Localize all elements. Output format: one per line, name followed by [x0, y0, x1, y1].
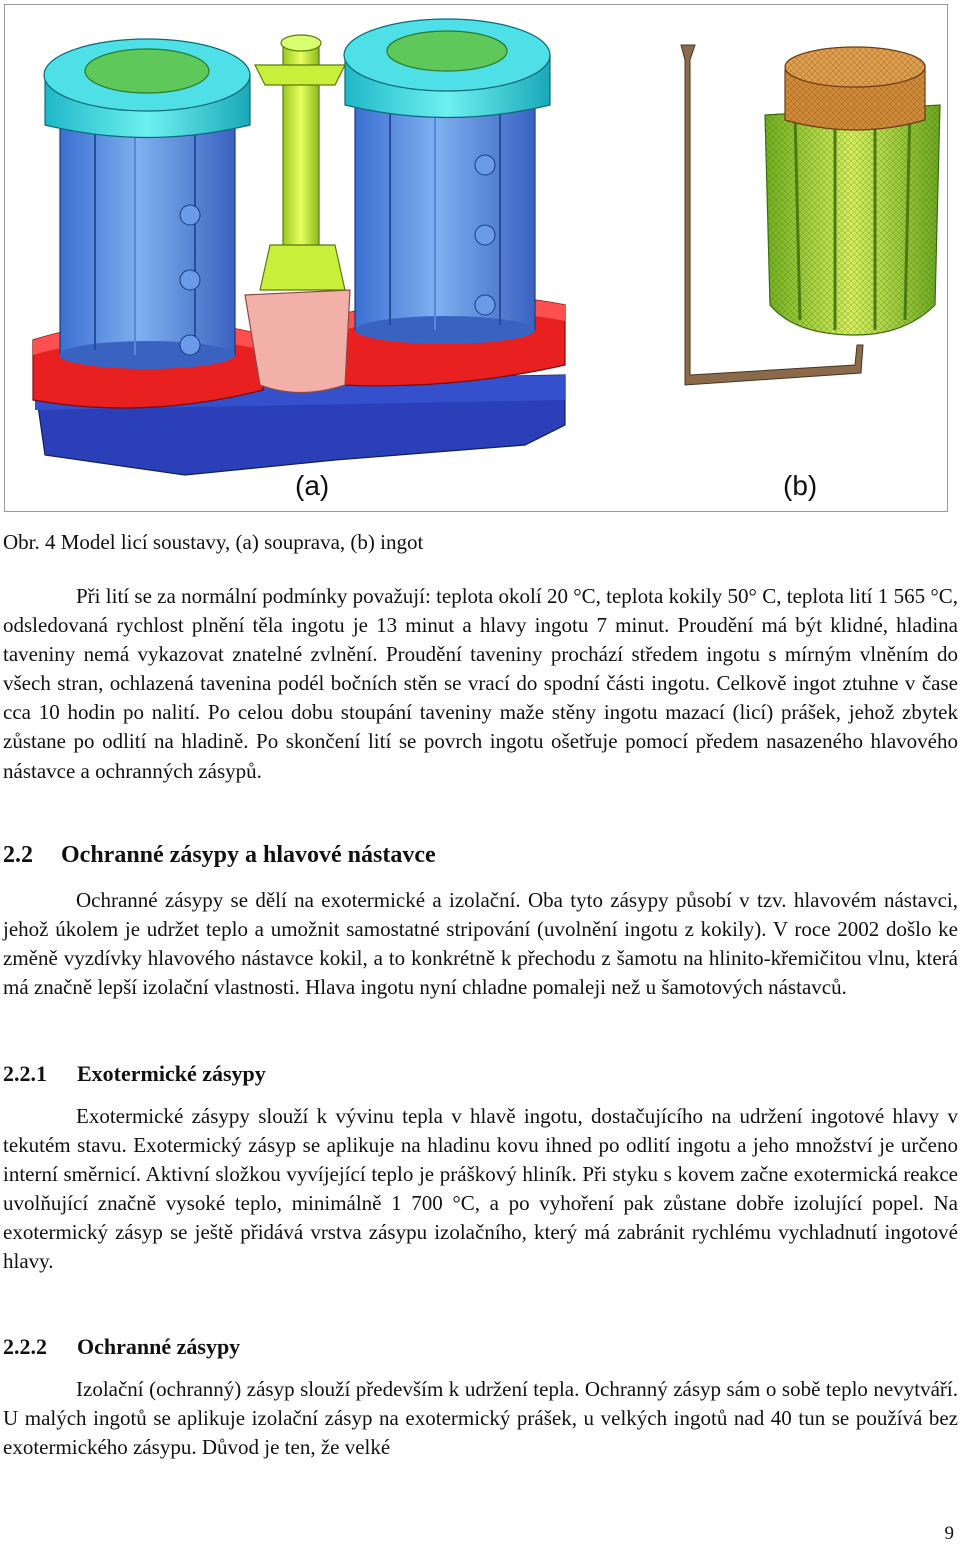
paragraph-casting-conditions: Při lití se za normální podmínky považují: teplota okolí 20 °C, teplota kokily 50° C, teplota lití 1 565 °C, odsledovaná rychlost plnění těla ingotu je 13 minut a hlavy ingotu 7 minut. Proudění má být klidné, hladina taveniny nemá vykazovat znatelné zvlnění. Proudění taveniny prochází středem ingotu s mírným vlněním do všech stran, ochlazená tavenina podél bočních stěn se vrací do spodní části ingotu. Celkově ingot ztuhne v čase cca 10 hodin po nalití. Po celou dobu stoupání taveniny maže stěny ingotu mazací (licí) prášek, jehož zbytek zůstane po odlití na hladině. Po skončení lití se povrch ingotu ošetřuje pomocí předem nasazeného hlavového nástavce a ochranných zásypů. — [3, 584, 958, 783]
section-title: Exotermické zásypy — [77, 1061, 266, 1086]
page-number: 9 — [944, 1523, 954, 1544]
figure-caption: Obr. 4 Model licí soustavy, (a) souprava, (b) ingot — [3, 530, 424, 554]
section-number: 2.2.1 — [3, 1061, 47, 1086]
mold-left — [44, 39, 250, 369]
section-title: Ochranné zásypy — [77, 1334, 241, 1359]
center-runner — [245, 35, 350, 393]
casting-model-illustration — [5, 5, 948, 512]
paragraph-insulating-covers: Izolační (ochranný) zásyp slouží především k udržení tepla. Ochranný zásyp sám o sobě teplo nevytváří. U malých ingotů se aplikuje izolační zásyp na exotermický prášek, u velkých ingotů nad 40 tun se používá bez exotermického zásypu. Důvod je ten, že velké — [3, 1377, 958, 1460]
mold-right — [344, 19, 550, 344]
section-heading-2-2-1 — [3, 1061, 266, 1087]
ingot-head — [785, 47, 925, 130]
section-number: 2.2 — [3, 842, 33, 868]
section-heading-2-2 — [3, 842, 436, 869]
paragraph-protective-covers: Ochranné zásypy se dělí na exotermické a izolační. Oba tyto zásypy působí v tzv. hlavovém nástavci, jehož úkolem je udržet teplo a umožnit samostatné stripování (uvolnění ingotu z kokily). V roce 2002 došlo ke změně vyzdívky hlavového nástavce kokil, a to konkrétně k přechodu z šamotu na hlinito-křemičitou vlnu, která má značně lepší izolační vlastnosti. Hlava ingotu nyní chladne pomaleji než u šamotových nástavců. — [3, 888, 958, 1000]
figure-label-a: (a) — [295, 470, 330, 501]
section-number: 2.2.2 — [3, 1334, 47, 1359]
paragraph-exothermic-covers: Exotermické zásypy slouží k vývinu tepla v hlavě ingotu, dostačujícího na udržení ingotové hlavy v tekutém stavu. Exotermický zásyp se aplikuje na hladinu kovu ihned po odlití ingotu a jeho množství je určeno interní směrnicí. Aktivní složkou vyvíjející teplo je práškový hliník. Při styku s kovem začne exotermická reakce uvolňující značně vysoké teplo, minimálně 1 700 °C, a po vyhoření pak zůstane dobře izolující popel. Na exotermický zásyp se ještě přidává vrstva zásypu izolačního, který má zabránit rychlému vychladnutí ingotové hlavy. — [3, 1104, 958, 1274]
ingot-body — [765, 105, 940, 335]
section-title: Ochranné zásypy a hlavové nástavce — [61, 842, 436, 868]
section-heading-2-2-2 — [3, 1334, 240, 1360]
figure-casting-model — [4, 4, 948, 512]
figure-label-b: (b) — [783, 470, 818, 501]
